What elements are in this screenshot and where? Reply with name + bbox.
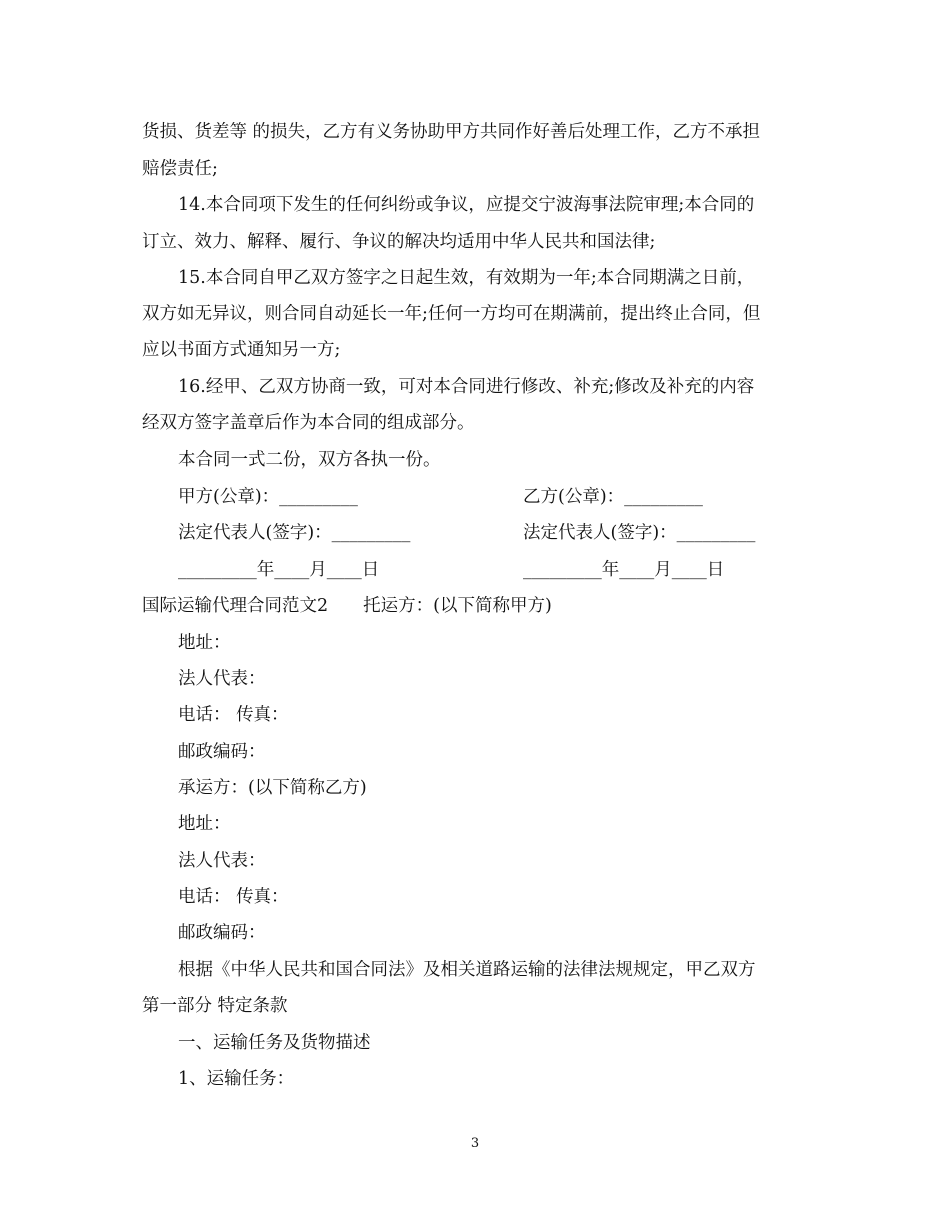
section-title-line: 国际运输代理合同范文2 托运方：(以下简称甲方): [142, 596, 552, 616]
field-legal-representative: 法人代表：: [178, 851, 266, 871]
paragraph-line: 经双方签字盖章后作为本合同的组成部分。: [142, 413, 475, 433]
copies-statement: 本合同一式二份，双方各执一份。: [178, 450, 441, 470]
field-phone-fax: 电话： 传真：: [178, 705, 289, 725]
party-b-seal: 乙方(公章)：_________: [523, 487, 703, 507]
party-b-representative: 法定代表人(签字)：_________: [523, 523, 756, 543]
field-carrier: 承运方：(以下简称乙方): [178, 778, 367, 798]
page-number: 3: [470, 1136, 480, 1151]
paragraph-line: 订立、效力、解释、履行、争议的解决均适用中华人民共和国法律;: [142, 232, 656, 252]
paragraph-line: 应以书面方式通知另一方;: [142, 340, 341, 360]
section-heading: 一、运输任务及货物描述: [178, 1033, 371, 1053]
clause-14-line: 14.本合同项下发生的任何纠纷或争议，应提交宁波海事法院审理;本合同的: [178, 195, 755, 215]
paragraph-line: 双方如无异议，则合同自动延长一年;任何一方均可在期满前，提出终止合同，但: [142, 304, 761, 324]
clause-15-line: 15.本合同自甲乙双方签字之日起生效，有效期为一年;本合同期满之日前，: [178, 268, 755, 288]
subsection-heading: 1、运输任务：: [178, 1069, 295, 1089]
field-postal-code: 邮政编码：: [178, 923, 266, 943]
party-a-representative: 法定代表人(签字)：_________: [178, 523, 411, 543]
legal-basis-line: 根据《中华人民共和国合同法》及相关道路运输的法律法规规定，甲乙双方: [178, 960, 756, 980]
field-postal-code: 邮政编码：: [178, 742, 266, 762]
party-b-date: _________年____月____日: [523, 560, 725, 580]
field-phone-fax: 电话： 传真：: [178, 887, 289, 907]
part-heading: 第一部分 特定条款: [142, 996, 288, 1016]
field-address: 地址：: [178, 633, 231, 653]
clause-16-line: 16.经甲、乙双方协商一致，可对本合同进行修改、补充;修改及补充的内容: [178, 377, 755, 397]
party-a-date: _________年____月____日: [178, 560, 380, 580]
paragraph-line: 赔偿责任;: [142, 159, 218, 179]
field-address: 地址：: [178, 814, 231, 834]
paragraph-line: 货损、货差等 的损失，乙方有义务协助甲方共同作好善后处理工作，乙方不承担: [142, 122, 761, 142]
field-legal-representative: 法人代表：: [178, 669, 266, 689]
party-a-seal: 甲方(公章)：_________: [178, 487, 358, 507]
